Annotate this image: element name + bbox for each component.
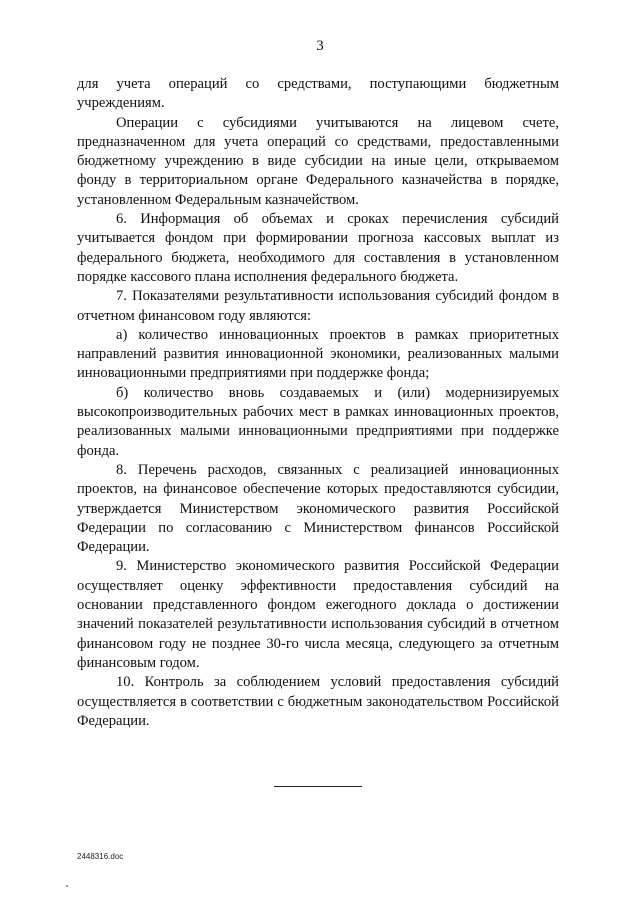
- document-file-reference: 2448316.doc: [77, 852, 124, 861]
- paragraph-continuation: для учета операций со средствами, поступающими бюджетным учреждениям.: [77, 76, 559, 112]
- paragraph-item-7a: а) количество инновационных проектов в рамках приоритетных направлений развития инновационной экономики, реализованных малыми инновационными предприятиями при поддержке фонда;: [77, 326, 559, 382]
- document-body: [77, 75, 559, 731]
- paragraph-subsidy-operations: Операции с субсидиями учитываются на лицевом счете, предназначенном для учета операций со средствами, предоставленными бюджетному учреждению в виде субсидии на иные цели, открываемом фонду в территориальном органе Федерального казначейства в порядке, установленном Федеральным казначейством.: [77, 114, 559, 208]
- paragraph-item-7b: б) количество вновь создаваемых и (или) модернизируемых высокопроизводительных рабочих мест в рамках инновационных проектов, реализованных малыми инновационными предприятиями при поддержке фонда.: [77, 384, 559, 459]
- paragraph-item-6: 6. Информация об объемах и сроках перечисления субсидий учитывается фондом при формировании прогноза кассовых выплат из федерального бюджета, необходимого для составления в установленном порядке кассового плана исполнения федерального бюджета.: [77, 211, 559, 285]
- end-separator-line: [274, 786, 362, 787]
- paragraph-item-8: 8. Перечень расходов, связанных с реализацией инновационных проектов, на финансовое обеспечение которых предоставляются субсидии, утверждается Министерством экономического развития Российской Федерации по согласованию с Министерством финансов Российской Федерации.: [77, 461, 559, 556]
- paragraph-item-7: 7. Показателями результативности использования субсидий фондом в отчетном финансовом году являются:: [77, 288, 559, 324]
- paragraph-item-9: 9. Министерство экономического развития Российской Федерации осуществляет оценку эффективности предоставления субсидий на основании представленного фондом ежегодного доклада о достижении значений показателей результативности использования субсидий в отчетном финансовом году не позднее 30-го числа месяца, следующего за отчетным финансовым годом.: [77, 558, 559, 671]
- margin-dot: [66, 885, 68, 887]
- paragraph-item-10: 10. Контроль за соблюдением условий предоставления субсидий осуществляется в соответствии с бюджетным законодательством Российской Федерации.: [77, 674, 559, 729]
- page-number: 3: [316, 38, 324, 54]
